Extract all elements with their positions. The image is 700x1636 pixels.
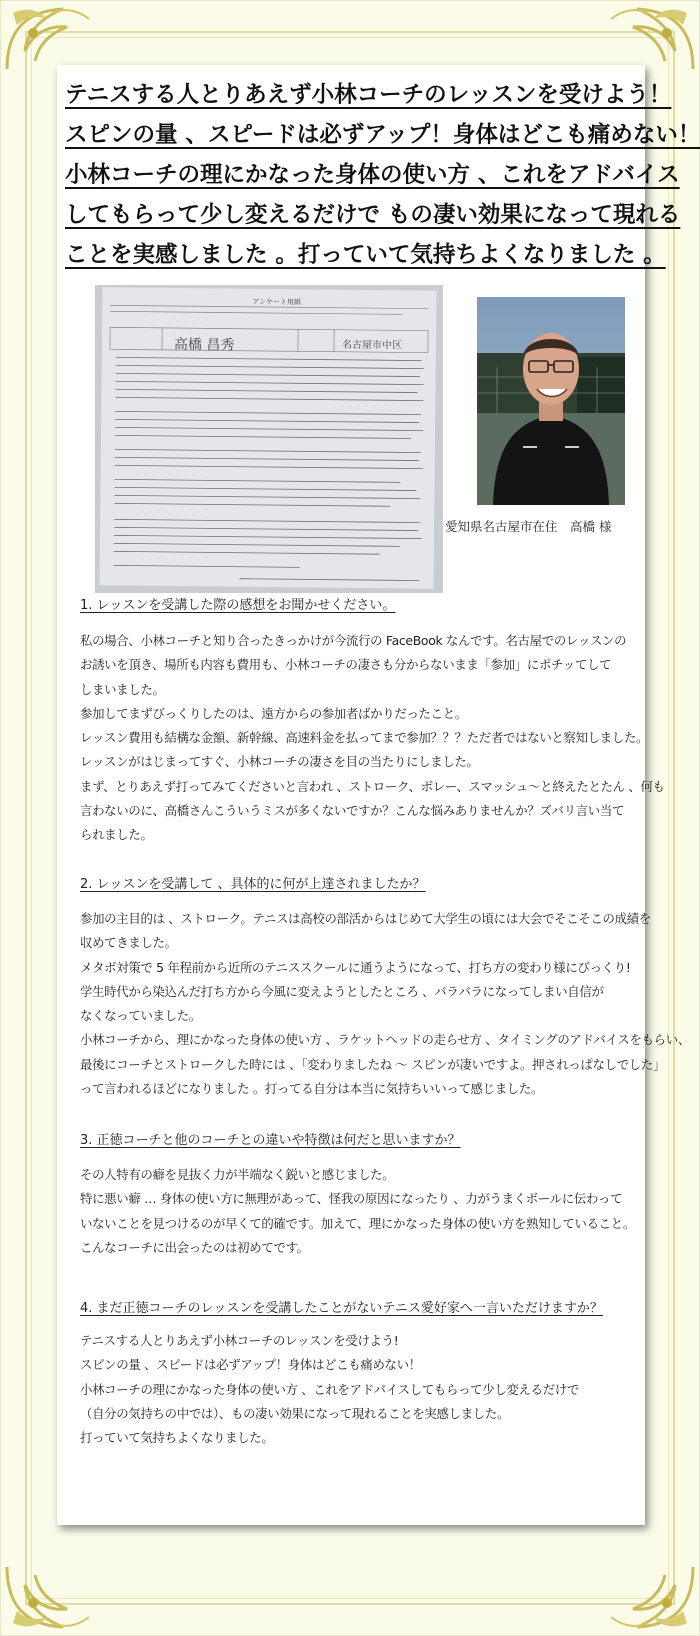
testimonial-card: [57, 65, 700, 1525]
section-4-answer: [80, 1329, 640, 1450]
answer-line: 収めてきました。: [80, 935, 177, 951]
survey-name: 高橋 昌秀: [173, 337, 235, 354]
section-3-answer: [80, 1163, 640, 1260]
answer-line: 打っていて気持ちよくなりました。: [80, 1430, 274, 1446]
ornament-corner-bottom-left: [3, 1563, 93, 1633]
answer-line: メタボ対策で 5 年程前から近所のテニススクールに通うようになって、打ち方の変わり様にびっくり!: [80, 959, 631, 975]
answer-line: お誘いを頂き、場所も内容も費用も、小林コーチの凄さも分からないまま「参加」にポチッてして: [80, 657, 612, 673]
answer-line: 参加の主目的は 、ストローク。テニスは高校の部活からはじめて大学生の頃には大会でそこそこの成績を: [80, 911, 651, 926]
headline-line: 小林コーチの理にかなった身体の使い方 、これをアドバイス: [65, 162, 680, 188]
answer-line: 小林コーチの理にかなった身体の使い方 、これをアドバイスしてもらって少し変えるだけで: [80, 1381, 579, 1397]
answer-line: 私の場合、小林コーチと知り合ったきっかけが今流行の FaceBook なんです。名古屋でのレッスンの: [80, 633, 627, 648]
survey-sheet-photo: [95, 285, 443, 593]
answer-line: られました。: [80, 827, 153, 843]
ornament-corner-top-left: [3, 3, 93, 73]
customer-photo: [477, 297, 625, 505]
answer-line: テニスする人とりあえず小林コーチのレッスンを受けよう!: [80, 1333, 399, 1348]
answer-line: なくなっていました。: [80, 1008, 201, 1024]
answer-line: スピンの量 、スピードは必ずアップ！身体はどこも痛めない！: [80, 1357, 421, 1373]
answer-line: レッスンがはじまってすぐ、小林コーチの凄さを目の当たりにしました。: [80, 754, 479, 770]
answer-line: （自分の気持ちの中では）、もの凄い効果になって現れることを実感しました。: [80, 1405, 510, 1421]
headline: [65, 75, 700, 275]
answer-line: 最後にコーチとストロークした時には 、「変わりましたね ～ スピンが凄いですよ。押されっぱなしでした」: [80, 1056, 666, 1072]
answer-line: 参加してまずびっくりしたのは、遠方からの参加者ばかりだったこと。: [80, 705, 467, 721]
answer-line: こんなコーチに出会ったのは初めてです。: [80, 1239, 309, 1255]
section-3-question: 3. 正徳コーチと他のコーチとの違いや特徴は何だと思いますか？: [80, 1133, 461, 1148]
answer-line: その人特有の癖を見抜く力が半端なく鋭いと感じました。: [80, 1167, 395, 1182]
survey-title: アンケート用紙: [252, 297, 302, 307]
headline-line: テニスする人とりあえず小林コーチのレッスンを受けよう！: [65, 82, 672, 108]
answer-line: まず、とりあえず打ってみてくださいと言われ 、ストローク、ボレー、スマッシュ～と終えたとたん 、何も: [80, 778, 665, 794]
section-2-answer: [80, 907, 690, 1101]
answer-line: レッスン費用も結構な金額、新幹線、高速料金を払ってまで参加？？？ただ者ではないと察知しました。: [80, 730, 649, 746]
survey-handwriting: [99, 287, 436, 588]
answer-line: しまいました。: [80, 681, 165, 697]
survey-address: 名古屋市中区: [341, 339, 403, 352]
headline-line: ことを実感しました 。打っていて気持ちよくなりました 。: [65, 242, 666, 268]
answer-line: 言わないのに、高橋さんこういうミスが多くないですか？こんな悩みありませんか？ズバリ言い当て: [80, 803, 625, 819]
section-4-question: 4. まだ正徳コーチのレッスンを受講したことがないテニス愛好家へ一言いただけますか？: [80, 1301, 603, 1316]
headline-line: してもらって少し変えるだけで もの凄い効果になって現れる: [65, 202, 681, 228]
section-2-question: 2. レッスンを受講して 、具体的に何が上達されましたか？: [80, 877, 426, 892]
ornament-corner-top-right: [607, 3, 697, 73]
answer-line: 学生時代から染込んだ打ち方から今風に変えようとしたところ 、バラバラになってしまい自信が: [80, 983, 604, 999]
ornament-corner-bottom-right: [607, 1563, 697, 1633]
answer-line: 特に悪い癖 … 身体の使い方に無理があって、怪我の原因になったり 、力がうまくボールに伝わって: [80, 1191, 623, 1207]
survey-sheet: [99, 287, 436, 588]
headline-line: スピンの量 、スピードは必ずアップ！身体はどこも痛めない！: [65, 122, 700, 148]
answer-line: いないことを見つけるのが早くて的確です。加えて、理にかなった身体の使い方を熟知していること。: [80, 1215, 635, 1231]
section-1-answer: [80, 629, 665, 848]
answer-line: って言われるほどになりました 。打ってる自分は本当に気持ちいいって感じました。: [80, 1081, 544, 1097]
customer-caption: 愛知県名古屋市在住 高橋 様: [445, 519, 612, 534]
answer-line: 小林コーチから、理にかなった身体の使い方 、ラケットヘッドの走らせ方 、タイミングのアドバイスをもらい、: [80, 1032, 690, 1048]
section-1-question: 1. レッスンを受講した際の感想をお聞かせください。: [80, 598, 396, 613]
